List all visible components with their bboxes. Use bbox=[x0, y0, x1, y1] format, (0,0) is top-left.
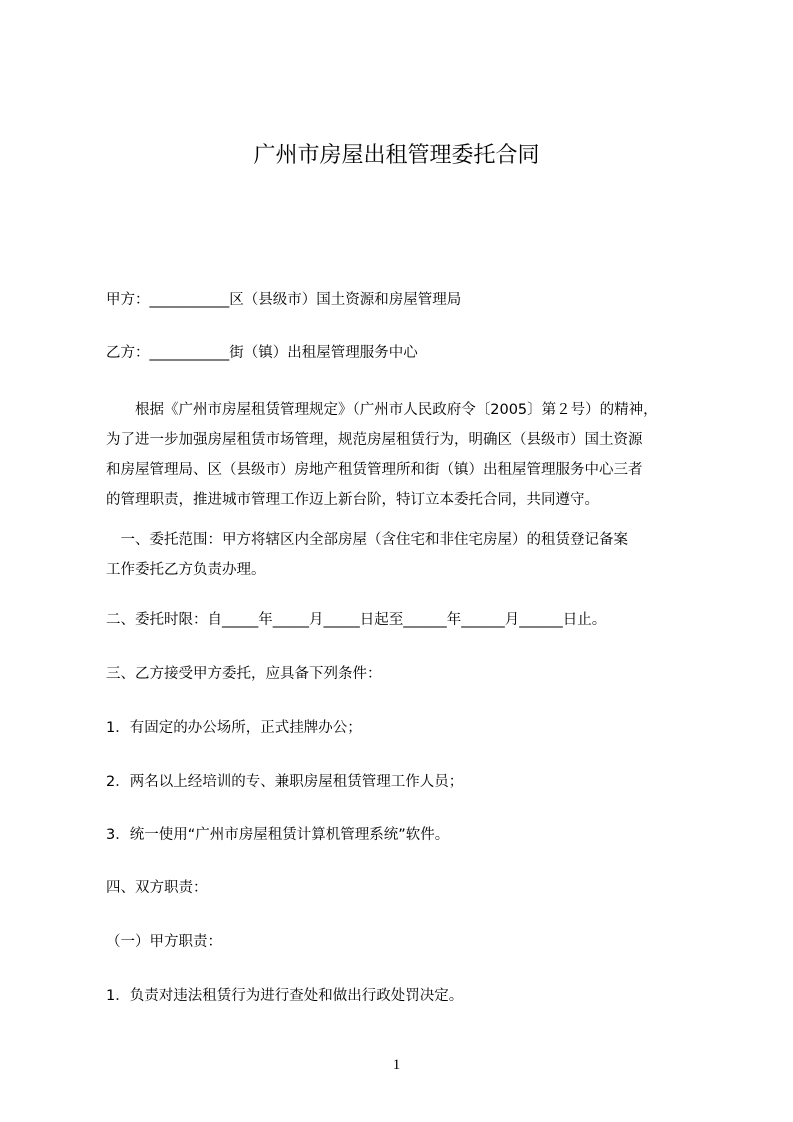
condition-item-1: 1．有固定的办公场所，正式挂牌办公； bbox=[106, 720, 362, 736]
preamble-line: 根据《广州市房屋租赁管理规定》（广州市人民政府令〔2005〕第２号）的精神， bbox=[106, 402, 658, 418]
section-4-heading: 四、双方职责： bbox=[106, 880, 208, 896]
section-1-line: 工作委托乙方负责办理。 bbox=[106, 562, 266, 578]
page-number: 1 bbox=[392, 1057, 401, 1073]
preamble-line: 和房屋管理局、区（县级市）房地产租赁管理所和街（镇）出租屋管理服务中心三者 bbox=[106, 462, 643, 478]
preamble-line: 为了进一步加强房屋租赁市场管理，规范房屋租赁行为，明确区（县级市）国土资源 bbox=[106, 432, 643, 448]
section-2-line: 二、委托时限：自_____年_____月_____日起至______年______月______日止。 bbox=[106, 612, 607, 628]
condition-item-3: 3．统一使用“广州市房屋租赁计算机管理系统”软件。 bbox=[106, 827, 450, 843]
section-1-line: 一、委托范围：甲方将辖区内全部房屋（含住宅和非住宅房屋）的租赁登记备案 bbox=[106, 532, 628, 548]
party-a-duty-item-1: 1．负责对违法租赁行为进行查处和做出行政处罚决定。 bbox=[106, 988, 464, 1004]
party-a-line: 甲方：___________区（县级市）国土资源和房屋管理局 bbox=[106, 292, 462, 308]
party-a-duties-heading: （一）甲方职责： bbox=[106, 934, 222, 950]
document-title: 广州市房屋出租管理委托合同 bbox=[253, 143, 540, 168]
section-3-heading: 三、乙方接受甲方委托，应具备下列条件： bbox=[106, 666, 382, 682]
preamble-paragraph bbox=[106, 395, 696, 515]
section-1-paragraph bbox=[106, 525, 696, 585]
party-b-line: 乙方：___________街（镇）出租屋管理服务中心 bbox=[106, 345, 418, 361]
preamble-line: 的管理职责，推进城市管理工作迈上新台阶，特订立本委托合同，共同遵守。 bbox=[106, 492, 599, 508]
condition-item-2: 2．两名以上经培训的专、兼职房屋租赁管理工作人员； bbox=[106, 774, 464, 790]
